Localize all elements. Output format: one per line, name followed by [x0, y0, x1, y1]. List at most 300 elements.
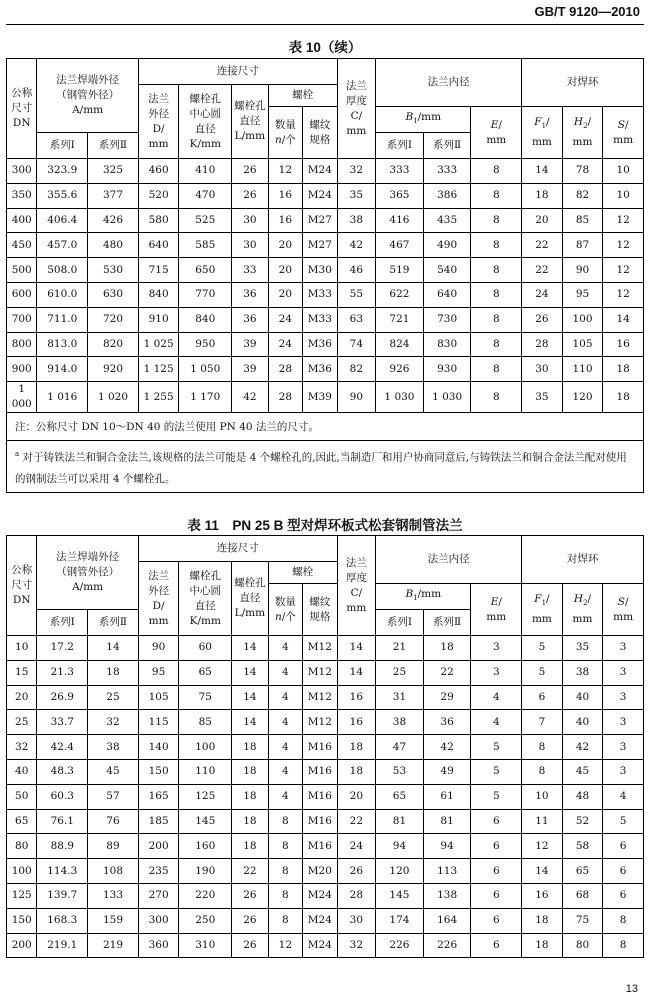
page-number: 13 [625, 983, 638, 995]
table-cell: 65 [562, 859, 603, 884]
standard-number: GB/T 9120—2010 [534, 4, 640, 19]
table-cell: 78 [562, 159, 603, 184]
table-cell: 3 [603, 759, 644, 784]
table-cell: 5 [522, 660, 563, 685]
table-cell: 16 [603, 332, 644, 357]
table-cell: 830 [423, 332, 471, 357]
col-series1-header: 系列Ⅰ [37, 133, 88, 159]
table-cell: 410 [179, 159, 232, 184]
table-cell: 355.6 [37, 183, 88, 208]
table-cell: 4 [268, 784, 302, 809]
table-cell: 174 [376, 908, 424, 933]
table-cell: 540 [423, 258, 471, 283]
table-cell: 88.9 [37, 834, 88, 859]
table-cell: 360 [138, 933, 179, 958]
table-cell: 26 [232, 883, 269, 908]
table-cell: 36 [232, 307, 269, 332]
table-cell: 4 [471, 710, 522, 735]
col-thickness-header: 法兰 厚度 C/ mm [337, 536, 376, 636]
table-cell: 530 [88, 258, 139, 283]
table-cell: 640 [138, 233, 179, 258]
table-row [7, 233, 644, 258]
table-cell: 3 [603, 710, 644, 735]
table-cell: M33 [303, 282, 338, 307]
table-cell: M24 [303, 933, 338, 958]
table-cell: 32 [7, 735, 37, 760]
col-conn-header: 连接尺寸 [138, 536, 337, 562]
table-cell: 38 [562, 660, 603, 685]
table-cell: 28 [268, 382, 302, 413]
table-cell: 8 [471, 357, 522, 382]
table-cell: 18 [232, 759, 269, 784]
table-row [7, 933, 644, 958]
table-cell: 3 [603, 735, 644, 760]
table-cell: 1 020 [88, 382, 139, 413]
table-cell: 26 [522, 307, 563, 332]
table-cell: 6 [603, 883, 644, 908]
table-cell: 235 [138, 859, 179, 884]
table-cell: 113 [423, 859, 471, 884]
table-cell: 29 [423, 685, 471, 710]
table-cell: 3 [603, 636, 644, 661]
table-cell: 60.3 [37, 784, 88, 809]
table-cell: 18 [522, 908, 563, 933]
table-cell: 17.2 [37, 636, 88, 661]
table-cell: 35 [337, 183, 376, 208]
col-series1-bore-header: 系列Ⅰ [376, 133, 424, 159]
table-cell: 8 [471, 208, 522, 233]
table-cell: 20 [337, 784, 376, 809]
table-cell: 53 [376, 759, 424, 784]
table-cell: 33.7 [37, 710, 88, 735]
table-cell: 450 [7, 233, 37, 258]
table-cell: 12 [603, 208, 644, 233]
table-cell: 57 [88, 784, 139, 809]
table-cell: 100 [179, 735, 232, 760]
col-thickness-header: 法兰 厚度 C/ mm [337, 59, 376, 159]
table-cell: 6 [471, 883, 522, 908]
table-cell: 219 [88, 933, 139, 958]
table-cell: 4 [268, 759, 302, 784]
col-weld-od-header: 法兰焊端外径 （钢管外径） A/mm [37, 59, 138, 133]
table-cell: 219.1 [37, 933, 88, 958]
table-cell: 65 [179, 660, 232, 685]
table-row [7, 636, 644, 661]
table-cell: 4 [268, 660, 302, 685]
table-cell: 100 [562, 307, 603, 332]
table-cell: 14 [232, 636, 269, 661]
table-cell: 120 [376, 859, 424, 884]
table-cell: 8 [268, 883, 302, 908]
table-row [7, 208, 644, 233]
table-cell: 18 [423, 636, 471, 661]
table-cell: 226 [376, 933, 424, 958]
table-cell: 18 [232, 834, 269, 859]
table-cell: 50 [7, 784, 37, 809]
table10-footnote: $^a$ 对于铸铁法兰和铜合金法兰,该规格的法兰可能是 4 个螺栓孔的,因此,当制造厂和用户协商同意后,与铸铁法兰和铜合金法兰配对使用的钢制法兰可以采用 4 个螺栓孔。 [7, 441, 644, 493]
table-cell: 300 [7, 159, 37, 184]
table-cell: 120 [562, 382, 603, 413]
table-cell: M39 [303, 382, 338, 413]
table-cell: 460 [138, 159, 179, 184]
table-cell: 4 [268, 710, 302, 735]
table-cell: 35 [522, 382, 563, 413]
col-ring-header: 对焊环 [522, 59, 644, 107]
table-cell: 480 [88, 233, 139, 258]
table-cell: 138 [423, 883, 471, 908]
table-cell: 22 [522, 233, 563, 258]
table-cell: 770 [179, 282, 232, 307]
table-cell: 435 [423, 208, 471, 233]
col-s-header: S/ mm [603, 584, 644, 636]
table-cell: 840 [179, 307, 232, 332]
table-cell: 52 [562, 809, 603, 834]
table-cell: 42 [423, 735, 471, 760]
table-cell: 640 [423, 282, 471, 307]
table-cell: 75 [179, 685, 232, 710]
table-cell: 18 [232, 809, 269, 834]
table-cell: 18 [603, 357, 644, 382]
table-cell: 150 [138, 759, 179, 784]
table-cell: 38 [88, 735, 139, 760]
table-cell: 22 [522, 258, 563, 283]
col-series2-header: 系列Ⅱ [88, 610, 139, 636]
table-cell: 1 050 [179, 357, 232, 382]
table-cell: 14 [337, 636, 376, 661]
table-cell: 8 [471, 282, 522, 307]
table-cell: 38 [376, 710, 424, 735]
table-cell: M27 [303, 233, 338, 258]
table-cell: 90 [562, 258, 603, 283]
col-s-header: S/ mm [603, 107, 644, 159]
table-cell: 8 [268, 809, 302, 834]
table-cell: 28 [268, 357, 302, 382]
table-cell: M16 [303, 759, 338, 784]
table-cell: 30 [337, 908, 376, 933]
table-cell: 18 [522, 183, 563, 208]
table-cell: 18 [603, 382, 644, 413]
table-cell: 48.3 [37, 759, 88, 784]
table-cell: 250 [179, 908, 232, 933]
table-cell: 16 [268, 208, 302, 233]
table-cell: 40 [562, 710, 603, 735]
table-row [7, 332, 644, 357]
table-cell: 5 [471, 735, 522, 760]
table-cell: 400 [7, 208, 37, 233]
col-flange-od-header: 法兰 外径 D/ mm [138, 85, 179, 159]
table-cell: 6 [603, 859, 644, 884]
table-cell: 125 [7, 883, 37, 908]
table-cell: 10 [603, 183, 644, 208]
col-pcd-header: 螺栓孔 中心圆 直径 K/mm [179, 85, 232, 159]
table-cell: 1 030 [423, 382, 471, 413]
col-series2-bore-header: 系列Ⅱ [423, 610, 471, 636]
col-qty-header: 数量 n/个 [268, 584, 302, 636]
table-cell: 8 [471, 233, 522, 258]
table-cell: M20 [303, 859, 338, 884]
col-hole-header: 螺栓孔 直径 L/mm [232, 85, 269, 159]
table-cell: 12 [603, 233, 644, 258]
table-cell: 159 [88, 908, 139, 933]
col-h2-header: $H_2/$ mm [562, 584, 603, 636]
table-cell: 711.0 [37, 307, 88, 332]
table-row [7, 710, 644, 735]
col-flange-od-header: 法兰 外径 D/ mm [138, 562, 179, 636]
table-cell: 1 000 [7, 382, 37, 413]
table-cell: 14 [603, 307, 644, 332]
table-cell: 39 [232, 332, 269, 357]
table-cell: M12 [303, 685, 338, 710]
table-cell: 80 [7, 834, 37, 859]
table-cell: 47 [376, 735, 424, 760]
table-cell: M16 [303, 809, 338, 834]
col-b1-header: $B_1/mm$ [376, 584, 471, 610]
table-cell: M24 [303, 908, 338, 933]
table-cell: 220 [179, 883, 232, 908]
table-cell: 87 [562, 233, 603, 258]
table-cell: 5 [603, 809, 644, 834]
table-cell: 63 [337, 307, 376, 332]
table-cell: 12 [603, 258, 644, 283]
table-cell: 32 [88, 710, 139, 735]
table-cell: M12 [303, 710, 338, 735]
table-cell: 813.0 [37, 332, 88, 357]
table-cell: 4 [268, 735, 302, 760]
table-cell: 21 [376, 636, 424, 661]
table-cell: 520 [138, 183, 179, 208]
table-cell: M16 [303, 784, 338, 809]
col-series2-bore-header: 系列Ⅱ [423, 133, 471, 159]
table-cell: 48 [562, 784, 603, 809]
table-cell: 4 [603, 784, 644, 809]
table-row [7, 307, 644, 332]
table-cell: 26 [232, 908, 269, 933]
col-weld-od-header: 法兰焊端外径 （钢管外径） A/mm [37, 536, 138, 610]
table-cell: 42.4 [37, 735, 88, 760]
col-bolt-header: 螺栓 [268, 562, 337, 584]
table-cell: 30 [232, 208, 269, 233]
table-cell: 926 [376, 357, 424, 382]
col-qty-header: 数量 n/个 [268, 107, 302, 159]
table-cell: 76.1 [37, 809, 88, 834]
table-cell: 325 [88, 159, 139, 184]
col-conn-header: 连接尺寸 [138, 59, 337, 85]
table-cell: 3 [603, 685, 644, 710]
table-row [7, 809, 644, 834]
table-cell: 416 [376, 208, 424, 233]
table-cell: 20 [7, 685, 37, 710]
table-cell: 24 [268, 332, 302, 357]
table-cell: 26 [232, 159, 269, 184]
table-cell: 10 [7, 636, 37, 661]
table-cell: 8 [522, 735, 563, 760]
table-cell: 60 [179, 636, 232, 661]
table-cell: 46 [337, 258, 376, 283]
table-cell: 470 [179, 183, 232, 208]
table-cell: 3 [603, 660, 644, 685]
table-cell: 721 [376, 307, 424, 332]
table-cell: M12 [303, 660, 338, 685]
table-cell: 6 [471, 859, 522, 884]
table10-note: 注：公称尺寸 DN 10～DN 40 的法兰使用 PN 40 法兰的尺寸。 [7, 413, 644, 441]
col-bolt-header: 螺栓 [268, 85, 337, 107]
table-cell: 11 [522, 809, 563, 834]
table-cell: 18 [522, 933, 563, 958]
table-cell: 16 [337, 685, 376, 710]
table-cell: 150 [7, 908, 37, 933]
table-cell: 30 [522, 357, 563, 382]
table-cell: 32 [337, 933, 376, 958]
table-cell: 45 [88, 759, 139, 784]
table-cell: 20 [268, 233, 302, 258]
table-cell: 105 [562, 332, 603, 357]
table-cell: 81 [423, 809, 471, 834]
table-row [7, 883, 644, 908]
col-f1-header: $F_1/$ mm [522, 107, 563, 159]
table-cell: 65 [376, 784, 424, 809]
table-cell: 5 [522, 636, 563, 661]
table-cell: M36 [303, 357, 338, 382]
table-cell: 14 [522, 859, 563, 884]
table-cell: 10 [603, 159, 644, 184]
table-cell: 1 025 [138, 332, 179, 357]
table-cell: 12 [268, 933, 302, 958]
table-cell: 350 [7, 183, 37, 208]
table-cell: 145 [179, 809, 232, 834]
table-cell: 622 [376, 282, 424, 307]
table-cell: 200 [7, 933, 37, 958]
col-pcd-header: 螺栓孔 中心圆 直径 K/mm [179, 562, 232, 636]
table-cell: M33 [303, 307, 338, 332]
table-cell: 6 [471, 908, 522, 933]
table-cell: 8 [268, 834, 302, 859]
table-cell: 110 [179, 759, 232, 784]
table-cell: 22 [423, 660, 471, 685]
table-row [7, 859, 644, 884]
table-cell: 25 [7, 710, 37, 735]
col-b1-header: $B_1/mm$ [376, 107, 471, 133]
table-cell: 12 [522, 834, 563, 859]
table-row [7, 258, 644, 283]
table-row [7, 908, 644, 933]
table-row [7, 735, 644, 760]
table-cell: 18 [337, 759, 376, 784]
table-cell: 910 [138, 307, 179, 332]
table-cell: 3 [471, 660, 522, 685]
table-cell: 108 [88, 859, 139, 884]
table-cell: 8 [471, 382, 522, 413]
table-cell: 840 [138, 282, 179, 307]
table-cell: 55 [337, 282, 376, 307]
table-cell: 10 [522, 784, 563, 809]
table-cell: 30 [232, 233, 269, 258]
table-cell: 36 [232, 282, 269, 307]
table-cell: 74 [337, 332, 376, 357]
col-series2-header: 系列Ⅱ [88, 133, 139, 159]
table-cell: 24 [337, 834, 376, 859]
table-cell: 14 [232, 710, 269, 735]
table-cell: 168.3 [37, 908, 88, 933]
table-cell: 8 [471, 258, 522, 283]
table-cell: 145 [376, 883, 424, 908]
table-cell: 185 [138, 809, 179, 834]
table-cell: 6 [471, 809, 522, 834]
table-cell: 1 016 [37, 382, 88, 413]
table-cell: 6 [471, 933, 522, 958]
table-cell: 139.7 [37, 883, 88, 908]
table-cell: 35 [562, 636, 603, 661]
table-cell: 38 [337, 208, 376, 233]
table-cell: 519 [376, 258, 424, 283]
table-cell: 125 [179, 784, 232, 809]
table-cell: M36 [303, 332, 338, 357]
table-cell: 75 [562, 908, 603, 933]
table-cell: 1 255 [138, 382, 179, 413]
table10-title: 表 10（续） [288, 40, 362, 55]
table-cell: 95 [562, 282, 603, 307]
table-cell: 133 [88, 883, 139, 908]
table-row [7, 784, 644, 809]
table-row [7, 759, 644, 784]
table-row [7, 660, 644, 685]
table-cell: 22 [337, 809, 376, 834]
table-cell: 800 [7, 332, 37, 357]
table-row [7, 357, 644, 382]
table-cell: 8 [471, 183, 522, 208]
table-cell: 6 [471, 834, 522, 859]
table-cell: 7 [522, 710, 563, 735]
table-cell: 40 [7, 759, 37, 784]
table-cell: 18 [337, 735, 376, 760]
col-thread-header: 螺纹 规格 [303, 584, 338, 636]
table-cell: 226 [423, 933, 471, 958]
table-cell: 24 [522, 282, 563, 307]
table-cell: 21.3 [37, 660, 88, 685]
table-cell: 14 [337, 660, 376, 685]
table-cell: 490 [423, 233, 471, 258]
table10 [6, 58, 644, 493]
col-e-header: E/ mm [471, 584, 522, 636]
table-cell: 630 [88, 282, 139, 307]
table-cell: 190 [179, 859, 232, 884]
table-cell: 5 [471, 784, 522, 809]
table-cell: 114.3 [37, 859, 88, 884]
table-cell: 4 [471, 685, 522, 710]
table-cell: 65 [7, 809, 37, 834]
table-cell: 300 [138, 908, 179, 933]
table-cell: 26.9 [37, 685, 88, 710]
table-cell: 508.0 [37, 258, 88, 283]
table-row [7, 159, 644, 184]
table-row [7, 183, 644, 208]
table-cell: 14 [232, 685, 269, 710]
table-cell: 85 [562, 208, 603, 233]
table-cell: 31 [376, 685, 424, 710]
table-cell: 333 [376, 159, 424, 184]
table-cell: 165 [138, 784, 179, 809]
table-cell: 700 [7, 307, 37, 332]
table-row [7, 282, 644, 307]
table-cell: 12 [268, 159, 302, 184]
table-cell: M12 [303, 636, 338, 661]
table-cell: 115 [138, 710, 179, 735]
table-cell: 8 [522, 759, 563, 784]
table-cell: 16 [337, 710, 376, 735]
table-cell: 6 [522, 685, 563, 710]
table-cell: 25 [88, 685, 139, 710]
table-cell: M30 [303, 258, 338, 283]
table-cell: 28 [337, 883, 376, 908]
